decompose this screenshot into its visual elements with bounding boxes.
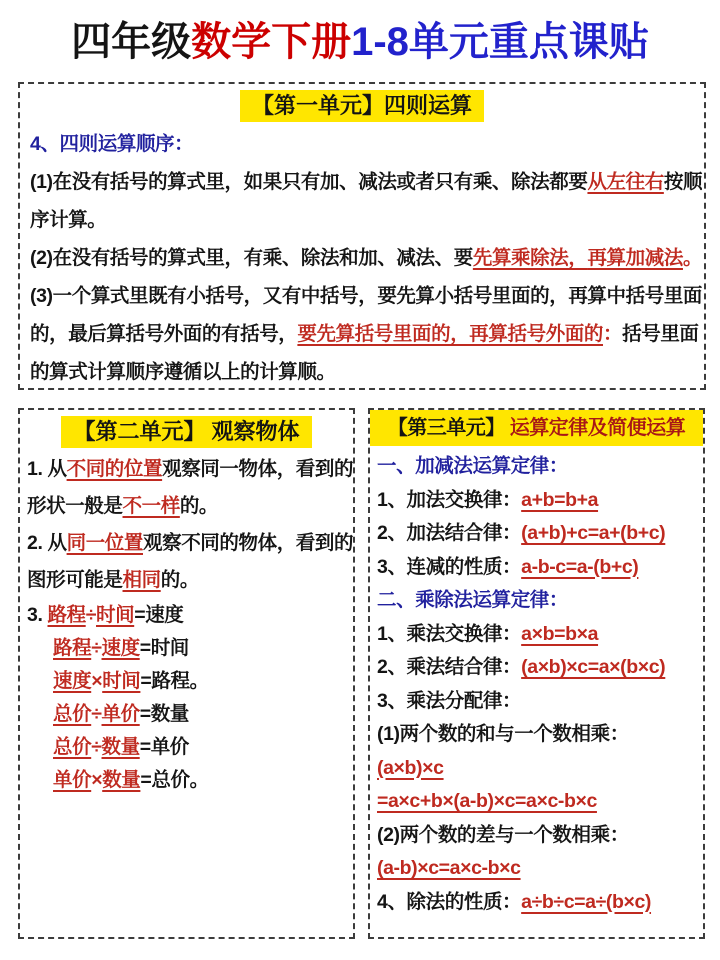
unit1-content xyxy=(30,125,703,390)
page-title-units: 1-8单元重点课贴 xyxy=(351,20,649,64)
page-title-grade: 四年级 xyxy=(71,20,192,64)
text-segment: 总价 xyxy=(53,703,92,725)
text-segment: 时间 xyxy=(96,604,135,626)
text-segment: a-b-c=a-(b+c) xyxy=(521,555,639,578)
text-segment: 括号里面 xyxy=(622,323,699,345)
text-segment: ÷ xyxy=(91,637,102,659)
text-segment: 速度 xyxy=(101,637,140,659)
text-segment: 4、四则运算顺序： xyxy=(30,133,194,155)
text-segment: 图形可能是 xyxy=(27,569,123,591)
text-segment: 再算加减法 xyxy=(587,247,683,269)
text-line xyxy=(30,353,694,390)
text-segment: 3、乘法分配律： xyxy=(377,689,522,712)
text-segment: 从左往右 xyxy=(587,171,664,193)
text-segment: 1. 从 xyxy=(27,458,67,480)
text-segment: 路程 xyxy=(47,604,86,626)
text-segment: 按顺 xyxy=(663,171,703,193)
unit1-box xyxy=(18,82,706,390)
text-line xyxy=(27,599,346,632)
text-segment: 速度 xyxy=(53,670,92,692)
text-segment: (a×b)×c=a×(b×c) xyxy=(521,656,666,678)
text-line xyxy=(377,886,696,920)
text-segment: =速度 xyxy=(134,604,184,626)
text-line xyxy=(27,488,346,525)
text-line xyxy=(27,451,354,488)
text-segment: 观察不同的物体，看到的 xyxy=(143,532,354,554)
unit3-header-topic: 运算定律及简便运算 xyxy=(504,417,686,439)
text-segment: 不同的位置 xyxy=(66,458,163,480)
text-line xyxy=(27,562,346,599)
unit1-header: 【第一单元】四则运算 xyxy=(240,90,484,122)
text-segment: 数量 xyxy=(101,736,140,758)
text-line xyxy=(377,484,696,518)
text-segment: 2. 从 xyxy=(27,532,67,554)
text-line xyxy=(27,525,354,562)
text-segment: =路程。 xyxy=(140,670,209,692)
text-segment: =总价。 xyxy=(140,769,209,791)
text-segment: (3)一个算式里既有小括号，又有中括号，要先算小括号里面的，再算中括号里面 xyxy=(30,285,703,307)
text-segment: 3、连减的性质： xyxy=(377,555,522,578)
text-segment: 的算式计算顺序遵循以上的计算顺。 xyxy=(30,361,336,383)
text-segment: =单价 xyxy=(139,736,189,758)
text-segment: 1、乘法交换律： xyxy=(377,622,522,645)
text-segment: a+b=b+a xyxy=(521,488,599,511)
unit3-content xyxy=(377,450,696,919)
text-line xyxy=(377,651,696,685)
text-segment: 要先算括号里面的，再算括号外面的 xyxy=(297,323,604,345)
text-segment: × xyxy=(91,670,103,692)
page-title-subject: 数学下册 xyxy=(191,20,352,64)
text-segment: ： xyxy=(603,323,623,345)
text-segment: 单价 xyxy=(101,703,140,725)
text-segment: 。 xyxy=(682,247,703,269)
text-segment: =时间 xyxy=(139,637,189,659)
text-line xyxy=(377,551,696,585)
text-line xyxy=(27,698,346,731)
text-segment: 一、加减法运算定律： xyxy=(377,455,569,477)
text-segment: × xyxy=(91,769,103,791)
text-segment: (2)在没有括号的算式里，有乘、除法和加、减法、要 xyxy=(30,247,473,269)
text-segment: 单价 xyxy=(53,769,92,791)
text-segment: 时间 xyxy=(102,670,141,692)
text-line xyxy=(30,239,703,277)
text-line xyxy=(30,315,699,353)
text-line xyxy=(27,665,346,698)
text-segment: 不一样 xyxy=(122,495,180,517)
unit3-header xyxy=(370,410,703,446)
text-segment: (a×b)×c xyxy=(377,756,444,779)
unit2-content xyxy=(27,451,354,797)
text-segment: ÷ xyxy=(91,736,102,758)
unit2-header: 【第二单元】 观察物体 xyxy=(61,416,311,448)
text-segment: a÷b÷c=a÷(b×c) xyxy=(521,890,652,913)
text-segment: 路程 xyxy=(53,637,92,659)
text-segment: 2、乘法结合律： xyxy=(377,656,522,678)
text-segment: 数量 xyxy=(102,769,141,791)
text-line xyxy=(27,731,346,764)
text-segment: 的。 xyxy=(179,495,219,517)
text-segment: ÷ xyxy=(85,604,96,626)
text-line xyxy=(377,450,696,484)
text-segment: (2)两个数的差与一个数相乘： xyxy=(377,823,629,846)
text-segment: 4、除法的性质： xyxy=(377,890,522,913)
text-segment: ÷ xyxy=(91,703,102,725)
text-line xyxy=(377,785,696,819)
text-line xyxy=(30,201,694,239)
text-line xyxy=(377,584,696,618)
text-line xyxy=(377,752,696,786)
text-segment: (a+b)+c=a+(b+c) xyxy=(521,522,666,544)
text-line xyxy=(27,764,346,797)
text-segment: 3. xyxy=(27,604,48,626)
text-line xyxy=(377,618,696,652)
text-segment: 相同 xyxy=(122,569,161,591)
text-segment: 的。 xyxy=(160,569,199,591)
text-segment: 同一位置 xyxy=(66,532,143,554)
text-segment: 的，最后算括号外面的有括号， xyxy=(30,323,298,345)
text-line xyxy=(30,125,694,163)
text-segment: 总价 xyxy=(53,736,92,758)
text-segment: (1)两个数的和与一个数相乘： xyxy=(377,723,629,745)
text-segment: 形状一般是 xyxy=(27,495,123,517)
text-segment: 序计算。 xyxy=(30,209,107,231)
text-line xyxy=(377,718,696,752)
text-line xyxy=(377,517,696,551)
text-segment: (a-b)×c=a×c-b×c xyxy=(377,857,521,879)
text-segment: =数量 xyxy=(139,703,189,725)
text-segment: =a×c+b×(a-b)×c=a×c-b×c xyxy=(377,790,597,812)
text-segment: 2、加法结合律： xyxy=(377,522,522,544)
page-title xyxy=(0,16,720,68)
unit1-header-row xyxy=(30,90,694,122)
text-segment: a×b=b×a xyxy=(521,622,599,645)
text-line xyxy=(30,163,703,201)
text-segment: 1、加法交换律： xyxy=(377,488,522,511)
text-segment: (1)在没有括号的算式里，如果只有加、减法或者只有乘、除法都要 xyxy=(30,171,588,193)
text-line xyxy=(377,819,696,853)
text-line xyxy=(377,685,696,719)
text-line xyxy=(377,852,696,886)
text-line xyxy=(27,632,346,665)
text-segment: 观察同一物体，看到的 xyxy=(162,458,354,480)
unit3-box xyxy=(368,408,705,939)
unit3-header-label: 【第三单元】 xyxy=(387,417,505,439)
text-line xyxy=(30,277,703,315)
unit2-box xyxy=(18,408,355,939)
text-segment: 先算乘除法， xyxy=(472,247,588,269)
text-segment: 二、乘除法运算定律： xyxy=(377,589,569,611)
unit2-header-row xyxy=(27,416,346,448)
